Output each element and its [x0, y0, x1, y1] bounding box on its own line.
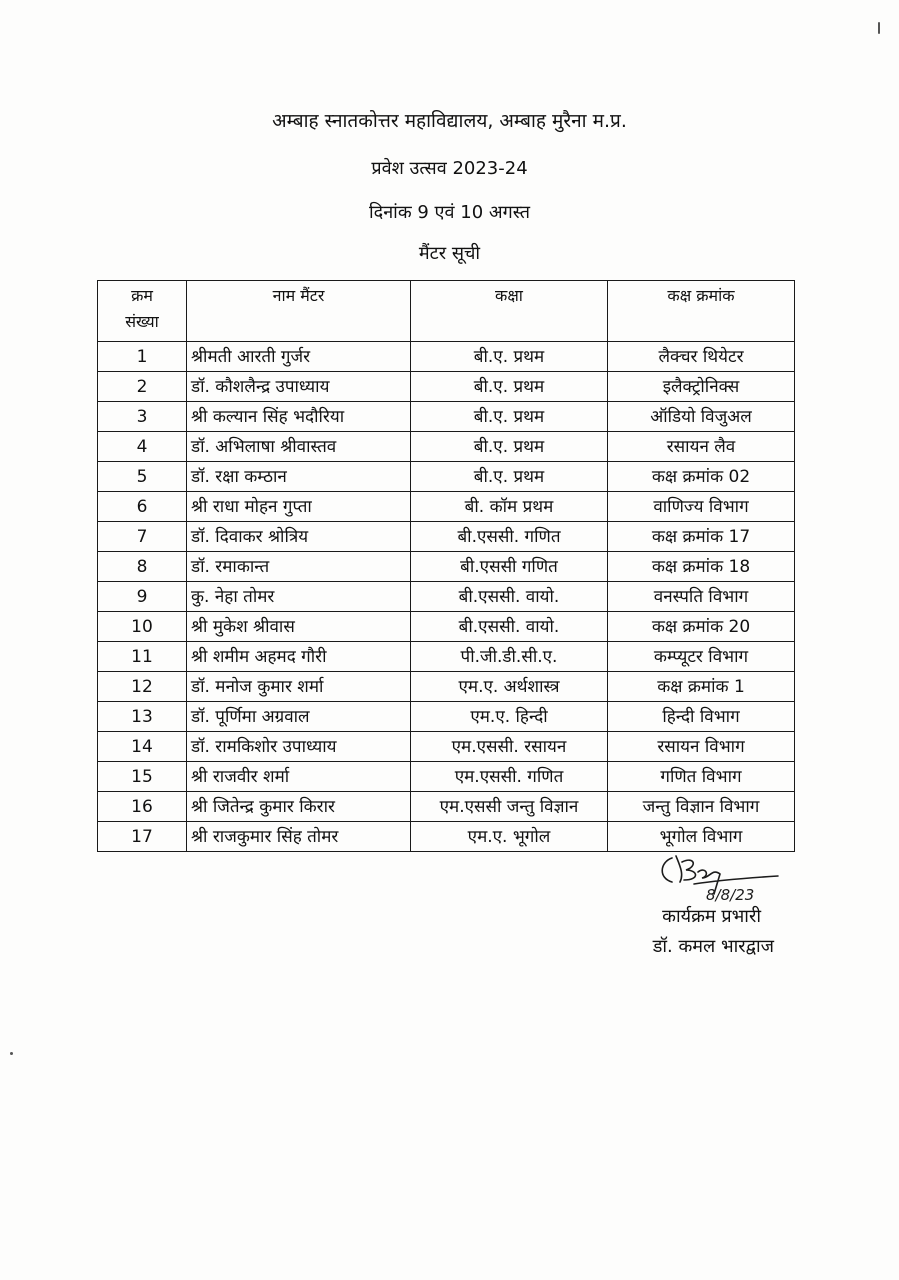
cell-class: एम.एससी जन्तु विज्ञान [411, 792, 608, 822]
cell-room: भूगोल विभाग [608, 822, 795, 852]
cell-class: एम.ए. हिन्दी [411, 702, 608, 732]
event-date: दिनांक 9 एवं 10 अगस्त [368, 202, 531, 223]
cell-class: बी.ए. प्रथम [411, 462, 608, 492]
cell-class: बी.एससी. वायो. [411, 582, 608, 612]
cell-name: श्री राजकुमार सिंह तोमर [187, 822, 411, 852]
cell-sno: 12 [98, 672, 187, 702]
cell-class: एम.एससी. गणित [411, 762, 608, 792]
column-header-sno-line2: संख्या [125, 312, 159, 331]
cell-sno: 15 [98, 762, 187, 792]
cell-name: श्रीमती आरती गुर्जर [187, 342, 411, 372]
cell-sno: 1 [98, 342, 187, 372]
cell-name: श्री राधा मोहन गुप्ता [187, 492, 411, 522]
table-header-row [98, 281, 795, 342]
cell-name: श्री शमीम अहमद गौरी [187, 642, 411, 672]
cell-room: वाणिज्य विभाग [608, 492, 795, 522]
cell-room: रसायन लैव [608, 432, 795, 462]
table-row [98, 642, 795, 672]
cell-name: डॉ. पूर्णिमा अग्रवाल [187, 702, 411, 732]
table-row [98, 402, 795, 432]
table-row [98, 762, 795, 792]
table-row [98, 492, 795, 522]
cell-name: डॉ. रामकिशोर उपाध्याय [187, 732, 411, 762]
cell-class: बी.ए. प्रथम [411, 342, 608, 372]
cell-class: बी.ए. प्रथम [411, 372, 608, 402]
cell-sno: 16 [98, 792, 187, 822]
cell-name: श्री कल्यान सिंह भदौरिया [187, 402, 411, 432]
cell-class: पी.जी.डी.सी.ए. [411, 642, 608, 672]
table-row [98, 792, 795, 822]
column-header-sno-line1: क्रम [131, 286, 153, 305]
cell-sno: 9 [98, 582, 187, 612]
cell-class: बी.ए. प्रथम [411, 432, 608, 462]
table-body [98, 342, 795, 852]
cell-sno: 3 [98, 402, 187, 432]
cell-class: एम.एससी. रसायन [411, 732, 608, 762]
cell-room: रसायन विभाग [608, 732, 795, 762]
cell-sno: 2 [98, 372, 187, 402]
cell-name: डॉ. कौशलैन्द्र उपाध्याय [187, 372, 411, 402]
cell-sno: 10 [98, 612, 187, 642]
cell-room: लैक्चर थियेटर [608, 342, 795, 372]
table-row [98, 702, 795, 732]
table-row [98, 372, 795, 402]
cell-room: कक्ष क्रमांक 20 [608, 612, 795, 642]
column-header-class: कक्षा [411, 281, 608, 342]
table-row [98, 612, 795, 642]
cell-name: श्री राजवीर शर्मा [187, 762, 411, 792]
cell-room: गणित विभाग [608, 762, 795, 792]
handwritten-signature [650, 848, 790, 908]
cell-room: ऑडियो विजुअल [608, 402, 795, 432]
cell-sno: 11 [98, 642, 187, 672]
table-row [98, 462, 795, 492]
cell-name: कु. नेहा तोमर [187, 582, 411, 612]
cell-class: बी.ए. प्रथम [411, 402, 608, 432]
college-name: अम्बाह स्नातकोत्तर महाविद्यालय, अम्बाह मुरैना म.प्र. [272, 110, 627, 132]
cell-sno: 14 [98, 732, 187, 762]
cell-class: बी.एससी. वायो. [411, 612, 608, 642]
cell-room: वनस्पति विभाग [608, 582, 795, 612]
table-row [98, 432, 795, 462]
cell-sno: 6 [98, 492, 187, 522]
table-row [98, 672, 795, 702]
cell-name: डॉ. दिवाकर श्रोत्रिय [187, 522, 411, 552]
cell-class: बी. कॉम प्रथम [411, 492, 608, 522]
cell-room: कक्ष क्रमांक 17 [608, 522, 795, 552]
table-row [98, 582, 795, 612]
cell-room: कक्ष क्रमांक 18 [608, 552, 795, 582]
column-header-sno [98, 281, 187, 342]
cell-name: डॉ. रक्षा कम्ठान [187, 462, 411, 492]
table-row [98, 732, 795, 762]
cell-sno: 8 [98, 552, 187, 582]
list-title: मैंटर सूची [418, 243, 481, 264]
cell-class: बी.एससी. गणित [411, 522, 608, 552]
table-row [98, 822, 795, 852]
cell-room: जन्तु विज्ञान विभाग [608, 792, 795, 822]
cell-sno: 13 [98, 702, 187, 732]
cell-name: डॉ. मनोज कुमार शर्मा [187, 672, 411, 702]
cell-sno: 17 [98, 822, 187, 852]
cell-sno: 7 [98, 522, 187, 552]
event-title: प्रवेश उत्सव 2023-24 [371, 158, 528, 179]
column-header-name: नाम मैंटर [187, 281, 411, 342]
cell-name: श्री मुकेश श्रीवास [187, 612, 411, 642]
cell-room: कक्ष क्रमांक 02 [608, 462, 795, 492]
scan-mark [878, 22, 880, 34]
cell-sno: 5 [98, 462, 187, 492]
cell-class: बी.एससी गणित [411, 552, 608, 582]
signatory-role: कार्यक्रम प्रभारी [662, 906, 761, 927]
mentor-table [97, 280, 795, 852]
cell-name: श्री जितेन्द्र कुमार किरार [187, 792, 411, 822]
signature-date: 8/8/23 [706, 886, 755, 904]
table-row [98, 342, 795, 372]
table-row [98, 552, 795, 582]
table-row [98, 522, 795, 552]
scan-speck [10, 1052, 13, 1055]
signatory-name: डॉ. कमल भारद्वाज [652, 936, 774, 957]
cell-name: डॉ. अभिलाषा श्रीवास्तव [187, 432, 411, 462]
cell-room: हिन्दी विभाग [608, 702, 795, 732]
cell-class: एम.ए. अर्थशास्त्र [411, 672, 608, 702]
cell-class: एम.ए. भूगोल [411, 822, 608, 852]
cell-room: कम्प्यूटर विभाग [608, 642, 795, 672]
cell-room: इलैक्ट्रोनिक्स [608, 372, 795, 402]
cell-room: कक्ष क्रमांक 1 [608, 672, 795, 702]
cell-name: डॉ. रमाकान्त [187, 552, 411, 582]
cell-sno: 4 [98, 432, 187, 462]
column-header-room: कक्ष क्रमांक [608, 281, 795, 342]
